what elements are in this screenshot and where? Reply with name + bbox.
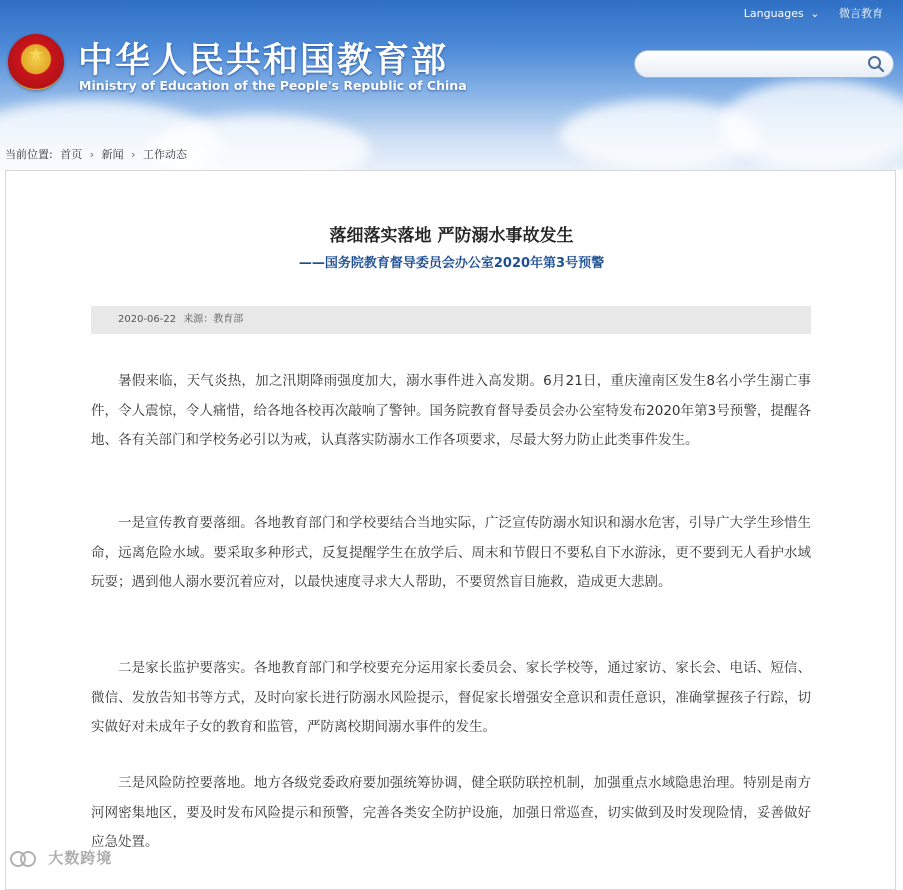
article-paragraph: 一是宣传教育要落细。各地教育部门和学校要结合当地实际，广泛宣传防溺水知识和溺水危害，引导广大学生珍惜生命，远离危险水域。要采取多种形式，反复提醒学生在放学后、周末和节假日不要私自下水游泳，更不要到无人看护水域玩耍；遇到他人溺水要沉着应对，以最快速度寻求大人帮助，不要贸然盲目施救，造成更大悲剧。	[91, 515, 811, 590]
breadcrumb-home[interactable]: 首页	[60, 148, 83, 161]
site-subtitle: Ministry of Education of the People's Republic of China	[79, 78, 467, 93]
breadcrumb-prefix: 当前位置:	[5, 148, 53, 161]
breadcrumb-news[interactable]: 新闻	[101, 148, 124, 161]
chevron-down-icon: ⌄	[810, 7, 820, 20]
top-links	[728, 5, 883, 21]
languages-menu[interactable]	[744, 7, 823, 20]
article-paragraph: 二是家长监护要落实。各地教育部门和学校要充分运用家长委员会、家长学校等，通过家访、家长会、电话、短信、微信、发放告知书等方式，及时向家长进行防溺水风险提示，督促家长增强安全意识和责任意识，准确掌握孩子行踪，切实做好对未成年子女的教育和监管，严防离校期间溺水事件的发生。	[91, 660, 811, 735]
chevron-right-icon: ›	[89, 148, 95, 161]
search-input[interactable]	[647, 52, 871, 78]
search-icon[interactable]	[867, 55, 885, 73]
watermark-logo-icon	[8, 849, 38, 869]
breadcrumb-work-updates[interactable]: 工作动态	[143, 148, 188, 161]
article-meta	[91, 306, 811, 334]
site-header	[0, 0, 903, 170]
watermark-text: 大数跨境	[48, 849, 113, 867]
languages-label: Languages	[743, 7, 804, 20]
wechat-link[interactable]: 微言教育	[839, 7, 883, 20]
article-date: 2020-06-22	[118, 314, 177, 325]
chevron-right-icon: ›	[131, 148, 136, 161]
article-source: 来源：教育部	[183, 314, 244, 325]
article-paragraph: 暑假来临，天气炎热，加之汛期降雨强度加大，溺水事件进入高发期。6月21日，重庆潼南区发生8名小学生溺亡事件，令人震惊，令人痛惜，给各地各校再次敲响了警钟。国务院教育督导委员会办公室特发布2020年第3号预警，提醒各地、各有关部门和学校务必引以为戒，认真落实防溺水工作各项要求，尽最大努力防止此类事件发生。	[91, 373, 811, 448]
article-title: 落细落实落地 严防溺水事故发生	[329, 226, 574, 246]
site-title[interactable]: 中华人民共和国教育部	[78, 41, 449, 81]
national-emblem-icon	[8, 34, 64, 90]
watermark	[8, 847, 112, 869]
article-paragraph: 三是风险防控要落地。地方各级党委政府要加强统筹协调，健全联防联控机制，加强重点水域隐患治理。特别是南方河网密集地区，要及时发布风险提示和预警，完善各类安全防护设施，加强日常巡查，切实做到及时发现险情，妥善做好应急处置。	[91, 775, 811, 850]
search-box	[634, 50, 894, 78]
article-subtitle: ——国务院教育督导委员会办公室2020年第3号预警	[298, 256, 605, 271]
breadcrumb	[5, 146, 187, 162]
article-container	[5, 170, 896, 890]
